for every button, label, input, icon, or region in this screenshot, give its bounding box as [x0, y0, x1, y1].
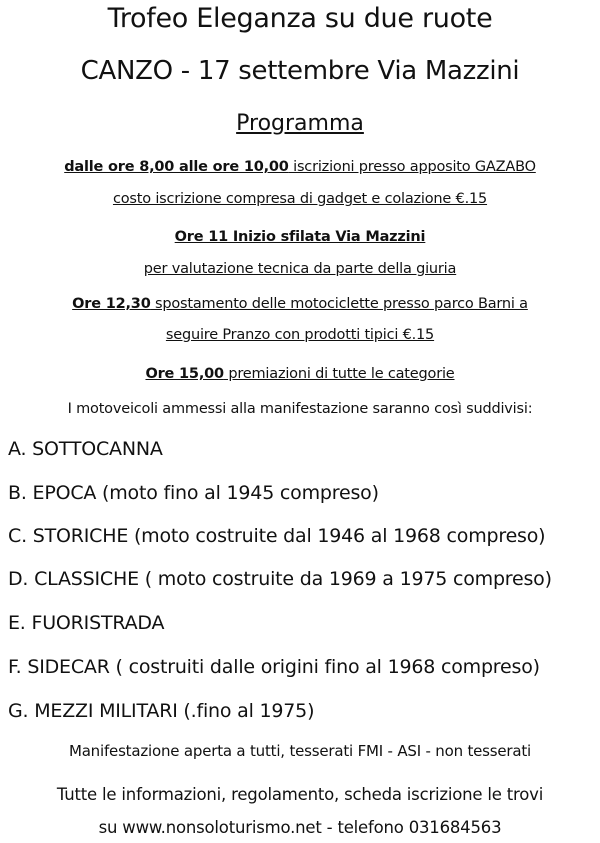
program-line-4: per valutazione tecnica da parte della giuria	[143, 261, 457, 277]
program-line-2: costo iscrizione compresa di gadget e colazione €.15	[112, 191, 488, 207]
programma-heading: Programma	[236, 111, 364, 136]
info-line-1: Tutte le informazioni, regolamento, scheda iscrizione le trovi	[56, 785, 544, 804]
category-a: A. SOTTOCANNA	[8, 438, 163, 460]
info-line-2: su www.nonsoloturismo.net - telefono 031684563	[98, 818, 502, 837]
program-line-7: Ore 15,00 premiazioni di tutte le categorie	[145, 366, 455, 382]
category-d: D. CLASSICHE ( moto costruite da 1969 a 1975 compreso)	[8, 568, 552, 590]
program-line-3: Ore 11 Inizio sfilata Via Mazzini	[174, 229, 426, 245]
program-line-6: seguire Pranzo con prodotti tipici €.15	[165, 327, 435, 343]
category-b: B. EPOCA (moto fino al 1945 compreso)	[8, 482, 379, 504]
event-place-date: CANZO - 17 settembre Via Mazzini	[80, 56, 520, 86]
category-g: G. MEZZI MILITARI (.fino al 1975)	[8, 700, 315, 722]
open-note: Manifestazione aperta a tutti, tesserati FMI - ASI - non tesserati	[68, 742, 532, 760]
event-title: Trofeo Eleganza su due ruote	[107, 3, 493, 34]
category-f: F. SIDECAR ( costruiti dalle origini fino al 1968 compreso)	[8, 656, 540, 678]
categories-intro: I motoveicoli ammessi alla manifestazione saranno così suddivisi:	[67, 401, 533, 417]
category-e: E. FUORISTRADA	[8, 612, 165, 634]
program-line-1: dalle ore 8,00 alle ore 10,00 iscrizioni presso apposito GAZABO	[64, 159, 536, 175]
program-line-5: Ore 12,30 spostamento delle motociclette presso parco Barni a	[72, 296, 528, 312]
category-c: C. STORICHE (moto costruite dal 1946 al 1968 compreso)	[8, 525, 546, 547]
